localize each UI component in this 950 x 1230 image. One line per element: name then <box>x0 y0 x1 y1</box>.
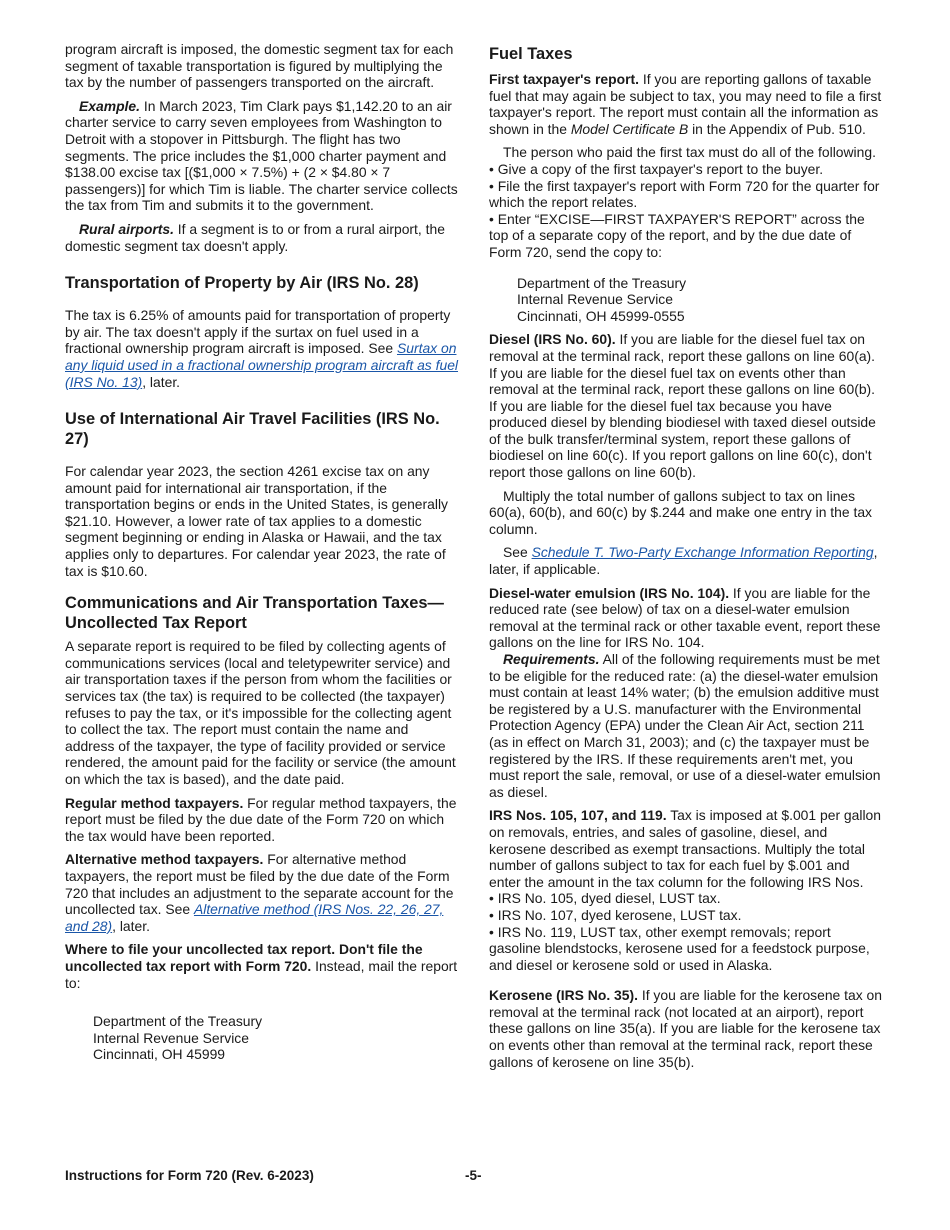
alternative-label: Alternative method taxpayers. <box>65 851 264 868</box>
see-after: , later, if applicable. <box>489 544 878 578</box>
example-label: Example. <box>79 97 140 114</box>
irs-105-label: IRS Nos. 105, 107, and 119. <box>489 807 667 824</box>
left-column <box>65 41 460 1070</box>
bullet-file-report: • File the first taxpayer's report with Form 720 for the quarter for which the report relates. <box>489 177 880 211</box>
irs-105-text: Tax is imposed at $.001 per gallon on removals, entries, and sales of gasoline, diesel, and kerosene described as exempt transactions. Multiply the total number of gallons subject to tax for each fuel by $.001 and enter the amount in the tax column for the following IRS Nos. <box>489 807 882 890</box>
heading-uncollected-tax-report: Communications and Air Transportation Taxes—Uncollected Tax Report <box>65 594 444 633</box>
property-after: , later. <box>142 373 181 390</box>
mailing-address-right <box>517 275 884 325</box>
heading-international-air-travel: Use of International Air Travel Facilities (IRS No. 27) <box>65 410 440 449</box>
diesel-paragraph <box>489 331 884 480</box>
where-to-file-paragraph <box>65 941 460 991</box>
bullet-give-copy: • Give a copy of the first taxpayer's report to the buyer. <box>489 160 824 177</box>
address-line-1: Department of the Treasury <box>93 1013 263 1030</box>
dwe-text: If you are liable for the reduced rate (see below) of tax on a diesel-water emulsion removal at the terminal rack or other taxable event, report these gallons on the line for IRS No. 104. <box>489 584 881 651</box>
rural-airports-paragraph <box>65 221 460 254</box>
first-taxpayer-label: First taxpayer's report. <box>489 71 639 87</box>
where-text: Instead, mail the report to: <box>65 957 458 991</box>
person-paragraph: The person who paid the first tax must do all of the following. <box>503 144 876 161</box>
kerosene-paragraph <box>489 987 884 1070</box>
address-line-2: Internal Revenue Service <box>93 1029 249 1046</box>
address-line-3: Cincinnati, OH 45999-0555 <box>517 307 685 324</box>
regular-method-paragraph <box>65 795 460 845</box>
rural-label: Rural airports. <box>79 220 174 237</box>
multiply-paragraph: Multiply the total number of gallons subject to tax on lines 60(a), 60(b), and 60(c) by $.244 and make one entry in the tax column. <box>489 487 872 537</box>
international-paragraph: For calendar year 2023, the section 4261 excise tax on any amount paid for international air transportation, if the transportation begins or ends in the United States, is generally $21.10. However, a lower rate of tax applies to a domestic segment beginning or ending in Alaska or Hawaii, and the tax applies only to departures. For calendar year 2023, the rate of tax is $10.60. <box>65 463 448 579</box>
requirements-text: All of the following requirements must be met to be eligible for the reduced rate: (a) the diesel-water emulsion must contain at least 14% water; (b) the emulsion additive must be registered by a U.S. manufacturer with the Environmental Protection Agency (EPA) under the Clean Air Act, section 211 (as in effect on March 31, 2003); and (c) the taxpayer must be registered by the IRS. If these requirements aren't met, you must report the sale, removal, or use of a diesel-water emulsion as diesel. <box>489 651 881 800</box>
example-text: In March 2023, Tim Clark pays $1,142.20 to an air charter service to carry seven employees from Washington to Detroit with a stopover in Pittsburgh. The flight has two segments. The price includes the $1,000 charter payment and $138.00 excise tax [($1,000 × 7.5%) + (2 × $4.80 × 7 passengers)] for which Tim is liable. The charter service collects the tax from Tim and submits it to the government. <box>65 97 458 214</box>
mailing-address-left <box>93 1013 460 1063</box>
bullet-irs-105: • IRS No. 105, dyed diesel, LUST tax. <box>489 890 721 907</box>
address-line-3: Cincinnati, OH 45999 <box>93 1046 226 1063</box>
requirements-label: Requirements. <box>503 651 600 667</box>
see-schedule-t-paragraph <box>489 544 884 577</box>
first-taxpayer-text: If you are reporting gallons of taxable fuel that may again be subject to tax, you may need to file a first taxpayer's report. The report must contain all the information as shown in the <box>489 71 882 137</box>
regular-text: For regular method taxpayers, the report must be filed by the due date of the Form 720 on which the tax would have been reported. <box>65 794 457 844</box>
property-paragraph <box>65 307 460 390</box>
first-taxpayer-after: in the Appendix of Pub. 510. <box>688 120 866 137</box>
dwe-label: Diesel-water emulsion (IRS No. 104). <box>489 584 730 601</box>
diesel-text: If you are liable for the diesel fuel tax on removal at the terminal rack, report these gallons on line 60(a). If you are liable for the diesel fuel tax on events other than removal at the terminal rack, report these gallons on line 60(b). If you are liable for the diesel fuel tax because you have produced diesel by blending biodiesel with taxed diesel outside of the bulk transfer/terminal system, report these gallons of biodiesel on line 60(c). If you report gallons on line 60(c), don't report those gallons on line 60(b). <box>489 331 876 481</box>
bullet-irs-107: • IRS No. 107, dyed kerosene, LUST tax. <box>489 906 742 923</box>
rural-text: If a segment is to or from a rural airport, the domestic segment tax doesn't apply. <box>65 220 445 254</box>
diesel-water-emulsion-paragraph <box>489 585 884 651</box>
irs-105-paragraph <box>489 807 884 890</box>
requirements-paragraph <box>489 651 884 800</box>
alternative-after: , later. <box>112 917 150 934</box>
bullet-enter-excise: • Enter “EXCISE—FIRST TAXPAYER'S REPORT” across the top of a separate copy of the report, and by the due date of Form 720, send the copy to: <box>489 210 865 260</box>
heading-property-by-air: Transportation of Property by Air (IRS No. 28) <box>65 274 419 293</box>
alternative-method-paragraph <box>65 851 460 934</box>
page-number: -5- <box>465 1168 482 1183</box>
diesel-label: Diesel (IRS No. 60). <box>489 331 616 348</box>
address-line-1: Department of the Treasury <box>517 274 687 291</box>
communications-paragraph: A separate report is required to be filed by collecting agents of communications services (local and teletypewriter service) and air transportation taxes if the person from whom the facilities or services tax (the tax) is required to be collected (the taxpayer) refuses to pay the tax, or it's impossible for the collecting agent to collect the tax. The report must contain the name and address of the taxpayer, the type of facility provided or service rendered, the amount paid for the facility or service (the amount on which the tax is based), and the date paid. <box>65 638 456 787</box>
see-text: See <box>503 544 532 561</box>
kerosene-text: If you are liable for the kerosene tax on removal at the terminal rack (not located at an airport), report these gallons on line 35(a). If you are liable for the kerosene tax on events other than removal at the terminal rack, report these gallons of kerosene on line 35(b). <box>489 987 882 1070</box>
property-text: The tax is 6.25% of amounts paid for transportation of property by air. The tax doesn't apply if the surtax on fuel used in a fractional ownership program aircraft is imposed. See <box>65 307 451 357</box>
alternative-text: For alternative method taxpayers, the report must be filed by the due date of the Form 720 that includes an adjustment to the separate account for the uncollected tax. See <box>65 851 454 918</box>
continued-paragraph: program aircraft is imposed, the domestic segment tax for each segment of taxable transportation is figured by multiplying the tax by the number of passengers transported on the aircraft. <box>65 41 454 91</box>
surtax-link[interactable]: Surtax on any liquid used in a fractional ownership program aircraft as fuel (IRS No. 13) <box>65 340 459 390</box>
where-label: Where to file your uncollected tax report. Don't file the uncollected tax report with Form 720. <box>65 941 423 974</box>
model-certificate-b: Model Certificate B <box>570 120 689 137</box>
right-column <box>489 41 884 1077</box>
address-line-2: Internal Revenue Service <box>517 291 673 308</box>
example-paragraph <box>65 98 460 214</box>
heading-fuel-taxes: Fuel Taxes <box>489 45 573 63</box>
kerosene-label: Kerosene (IRS No. 35). <box>489 987 638 1004</box>
bullet-irs-119: • IRS No. 119, LUST tax, other exempt removals; report gasoline blendstocks, kerosene used for a feedstock purpose, and diesel or kerosene sold or used in Alaska. <box>489 923 870 973</box>
schedule-t-link[interactable]: Schedule T. Two-Party Exchange Information Reporting <box>531 544 874 561</box>
alternative-method-link[interactable]: Alternative method (IRS Nos. 22, 26, 27, and 28) <box>65 901 444 934</box>
regular-label: Regular method taxpayers. <box>65 794 244 811</box>
first-taxpayer-paragraph <box>489 71 884 137</box>
footer-form-title: Instructions for Form 720 (Rev. 6-2023) <box>65 1168 314 1183</box>
